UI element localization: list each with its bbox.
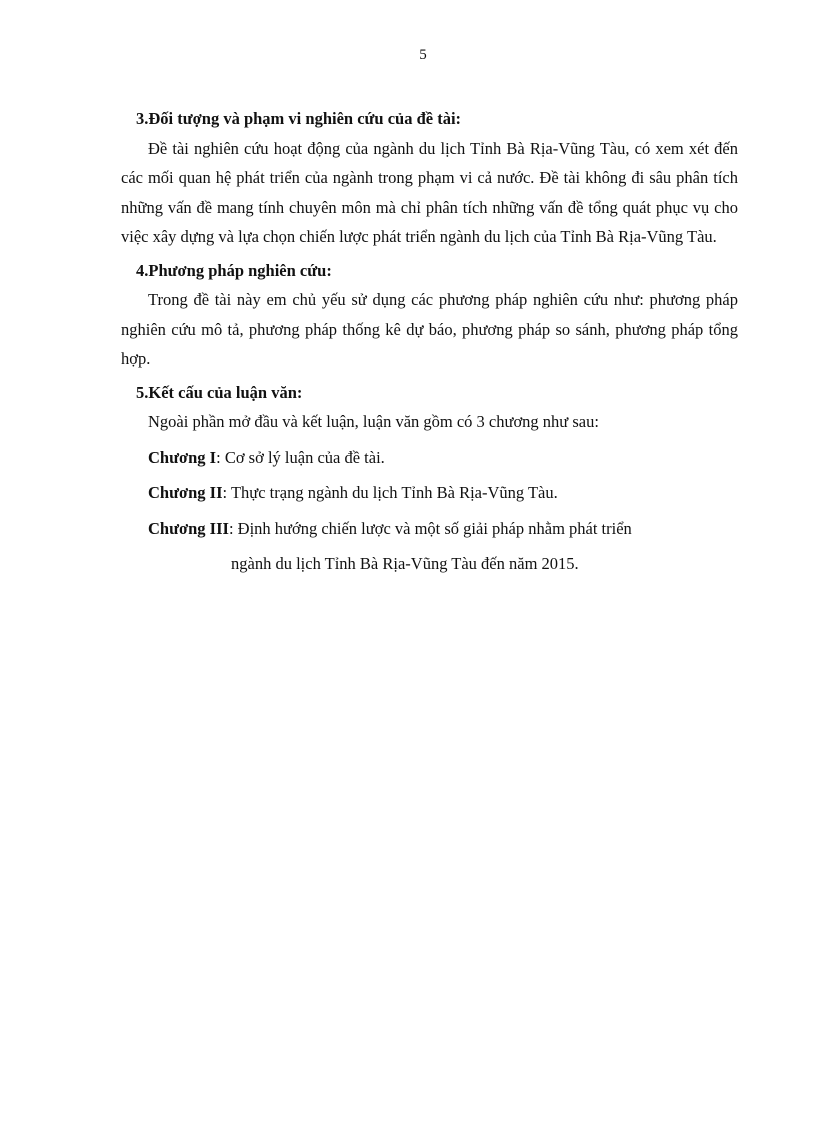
chapter-label: Chương II — [148, 483, 223, 502]
chapter-label: Chương I — [148, 447, 217, 467]
structure-intro: Ngoài phần mở đầu và kết luận, luận văn gồm có 3 chương như sau: — [148, 412, 599, 431]
section-heading: 3.Đối tượng và phạm vi nghiên cứu của đề tài: — [136, 109, 462, 128]
chapter-text: : Thực trạng ngành du lịch Tỉnh Bà Rịa-Vũng Tàu. — [222, 483, 558, 502]
section-paragraph: Đề tài nghiên cứu hoạt động của ngành du lịch Tỉnh Bà Rịa-Vũng Tàu, có xem xét đến các mối quan hệ phát triển của ngành trong phạm vi cả nước. Đề tài không đi sâu phân tích những vấn đề mang tính chuyên môn mà chỉ phân tích những vấn đề tổng quát phục vụ cho việc xây dựng và lựa chọn chiến lược phát triển ngành du lịch của Tỉnh Bà Rịa-Vũng Tàu. — [121, 138, 738, 246]
section-heading: 5.Kết cấu của luận văn: — [136, 382, 303, 402]
chapter-text: : Định hướng chiến lược và một số giải pháp nhằm phát triển — [228, 518, 632, 538]
section-paragraph: Trong đề tài này em chủ yếu sử dụng các phương pháp nghiên cứu như: phương pháp nghiên cứu mô tả, phương pháp thống kê dự báo, phương pháp so sánh, phương pháp tổng hợp. — [121, 290, 738, 368]
chapter-item — [148, 478, 738, 508]
section-scope — [121, 104, 738, 252]
section-methods — [121, 256, 738, 374]
section-structure — [121, 378, 738, 579]
chapter-text: : Cơ sở lý luận của đề tài. — [216, 447, 385, 467]
chapter-item — [148, 514, 738, 544]
section-heading: 4.Phương pháp nghiên cứu: — [136, 260, 332, 280]
document-body — [121, 104, 738, 583]
chapter-continuation: ngành du lịch Tỉnh Bà Rịa-Vũng Tàu đến năm 2015. — [231, 554, 579, 573]
chapter-item — [148, 443, 738, 473]
chapter-label: Chương III — [148, 518, 229, 538]
page-number: 5 — [419, 47, 427, 63]
